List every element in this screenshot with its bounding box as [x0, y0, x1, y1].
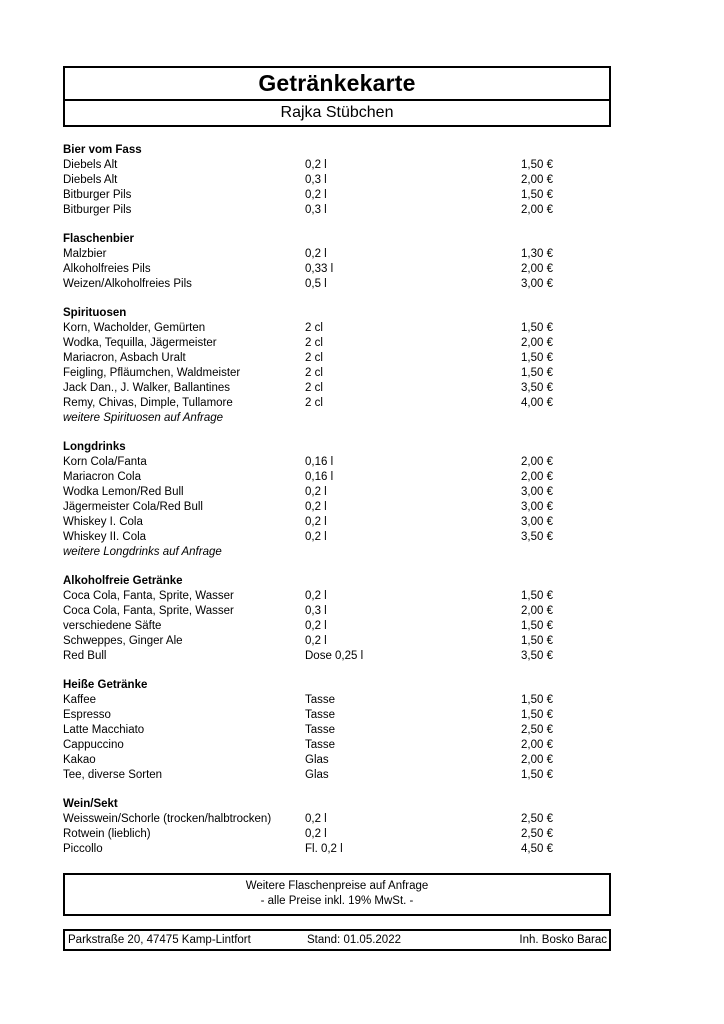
item-size: 0,2 l	[305, 486, 327, 498]
item-size: 0,16 l	[305, 471, 334, 483]
item-name: Rotwein (lieblich)	[63, 828, 151, 840]
item-price: 2,00 €	[521, 754, 553, 766]
item-size: 2 cl	[305, 382, 323, 394]
footer-address: Parkstraße 20, 47475 Kamp-Lintfort	[68, 934, 251, 946]
menu-item-row	[63, 649, 611, 664]
menu-section	[63, 440, 611, 560]
menu-item-row	[63, 842, 611, 857]
item-name: Bitburger Pils	[63, 189, 132, 201]
item-price: 2,00 €	[521, 605, 553, 617]
menu-item-row	[63, 485, 611, 500]
item-name: Feigling, Pfläumchen, Waldmeister	[63, 367, 241, 379]
item-price: 2,50 €	[521, 724, 553, 736]
menu-item-row	[63, 500, 611, 515]
footer-owner: Inh. Bosko Barac	[519, 934, 607, 946]
menu-item-row	[63, 753, 611, 768]
item-price: 2,00 €	[521, 739, 553, 751]
item-price: 3,00 €	[521, 278, 553, 290]
item-name: Jack Dan., J. Walker, Ballantines	[63, 382, 231, 394]
item-price: 1,50 €	[521, 769, 553, 781]
item-price: 2,00 €	[521, 456, 553, 468]
item-name: Korn, Wacholder, Gemürten	[63, 322, 206, 334]
item-price: 2,00 €	[521, 337, 553, 349]
item-price: 1,30 €	[521, 248, 553, 260]
item-name: Weisswein/Schorle (trocken/halbtrocken)	[63, 813, 272, 825]
item-name: Cappuccino	[63, 739, 124, 751]
item-price: 1,50 €	[521, 159, 553, 171]
item-name: Kakao	[63, 754, 96, 766]
item-size: 0,2 l	[305, 516, 327, 528]
footer-box	[63, 929, 611, 951]
menu-item-row	[63, 188, 611, 203]
item-size: 2 cl	[305, 397, 323, 409]
item-price: 3,50 €	[521, 382, 553, 394]
notice-line-1: Weitere Flaschenpreise auf Anfrage	[245, 880, 429, 892]
item-name: Weizen/Alkoholfreies Pils	[63, 278, 192, 290]
menu-section	[63, 797, 611, 857]
item-price: 3,00 €	[521, 501, 553, 513]
item-size: Glas	[305, 754, 329, 766]
menu-item-row	[63, 738, 611, 753]
menu-item-row	[63, 723, 611, 738]
menu-item-row	[63, 634, 611, 649]
item-price: 2,00 €	[521, 204, 553, 216]
item-price: 1,50 €	[521, 322, 553, 334]
item-price: 3,50 €	[521, 650, 553, 662]
item-size: 0,3 l	[305, 174, 327, 186]
footer-date: Stand: 01.05.2022	[307, 934, 401, 946]
item-size: 0,2 l	[305, 189, 327, 201]
menu-item-row	[63, 604, 611, 619]
item-name: Red Bull	[63, 650, 107, 662]
menu-item-row	[63, 351, 611, 366]
item-size: Tasse	[305, 724, 336, 736]
menu-item-row	[63, 768, 611, 783]
menu-section	[63, 306, 611, 426]
item-size: 0,2 l	[305, 813, 327, 825]
menu-item-row	[63, 158, 611, 173]
section-title: Longdrinks	[63, 441, 126, 453]
item-size: 2 cl	[305, 337, 323, 349]
establishment-name: Rajka Stübchen	[280, 104, 394, 121]
section-note: weitere Spirituosen auf Anfrage	[63, 412, 224, 424]
menu-item-row	[63, 336, 611, 351]
item-name: Schweppes, Ginger Ale	[63, 635, 183, 647]
item-name: Latte Macchiato	[63, 724, 145, 736]
item-size: Dose 0,25 l	[305, 650, 364, 662]
menu-section	[63, 574, 611, 664]
menu-section	[63, 143, 611, 218]
notice-box	[63, 873, 611, 916]
item-size: Glas	[305, 769, 329, 781]
item-size: 0,2 l	[305, 620, 327, 632]
item-size: 0,2 l	[305, 531, 327, 543]
menu-item-row	[63, 321, 611, 336]
item-name: Whiskey I. Cola	[63, 516, 143, 528]
title-box	[63, 66, 611, 101]
item-name: Espresso	[63, 709, 111, 721]
menu-item-row	[63, 366, 611, 381]
menu-item-row	[63, 455, 611, 470]
item-name: Jägermeister Cola/Red Bull	[63, 501, 203, 513]
item-name: Korn Cola/Fanta	[63, 456, 147, 468]
item-price: 3,50 €	[521, 531, 553, 543]
item-size: 2 cl	[305, 322, 323, 334]
menu-item-row	[63, 708, 611, 723]
item-size: 0,2 l	[305, 828, 327, 840]
item-name: Mariacron Cola	[63, 471, 141, 483]
item-price: 1,50 €	[521, 709, 553, 721]
section-title: Spirituosen	[63, 307, 127, 319]
menu-item-row	[63, 262, 611, 277]
item-name: Bitburger Pils	[63, 204, 132, 216]
section-title: Flaschenbier	[63, 233, 134, 245]
item-name: Coca Cola, Fanta, Sprite, Wasser	[63, 590, 234, 602]
item-price: 4,00 €	[521, 397, 553, 409]
menu-item-row	[63, 589, 611, 604]
item-name: Diebels Alt	[63, 159, 118, 171]
item-size: 0,2 l	[305, 590, 327, 602]
item-size: Fl. 0,2 l	[305, 843, 343, 855]
notice-line-2: - alle Preise inkl. 19% MwSt. -	[260, 895, 414, 907]
menu-item-row	[63, 247, 611, 262]
item-price: 1,50 €	[521, 620, 553, 632]
menu-sections	[63, 143, 611, 857]
item-price: 2,00 €	[521, 471, 553, 483]
subtitle-box	[63, 101, 611, 127]
menu-sheet	[63, 66, 611, 951]
menu-item-row	[63, 396, 611, 411]
item-size: 2 cl	[305, 367, 323, 379]
menu-item-row	[63, 530, 611, 545]
page-title: Getränkekarte	[258, 70, 416, 96]
menu-item-row	[63, 173, 611, 188]
menu-item-row	[63, 277, 611, 292]
item-name: verschiedene Säfte	[63, 620, 162, 632]
menu-item-row	[63, 470, 611, 485]
item-size: 0,3 l	[305, 605, 327, 617]
item-name: Wodka Lemon/Red Bull	[63, 486, 184, 498]
item-price: 2,00 €	[521, 263, 553, 275]
item-size: 0,2 l	[305, 248, 327, 260]
menu-item-row	[63, 693, 611, 708]
menu-item-row	[63, 203, 611, 218]
item-name: Alkoholfreies Pils	[63, 263, 151, 275]
section-title: Bier vom Fass	[63, 144, 142, 156]
item-price: 1,50 €	[521, 367, 553, 379]
item-price: 2,50 €	[521, 813, 553, 825]
menu-item-row	[63, 827, 611, 842]
menu-item-row	[63, 515, 611, 530]
item-name: Piccollo	[63, 843, 103, 855]
item-size: 0,2 l	[305, 501, 327, 513]
item-name: Mariacron, Asbach Uralt	[63, 352, 186, 364]
item-name: Diebels Alt	[63, 174, 118, 186]
menu-section	[63, 678, 611, 783]
section-title: Alkoholfreie Getränke	[63, 575, 183, 587]
item-price: 1,50 €	[521, 694, 553, 706]
item-price: 3,00 €	[521, 486, 553, 498]
item-price: 3,00 €	[521, 516, 553, 528]
item-name: Tee, diverse Sorten	[63, 769, 163, 781]
item-size: Tasse	[305, 694, 336, 706]
item-name: Whiskey II. Cola	[63, 531, 147, 543]
item-size: 0,16 l	[305, 456, 334, 468]
menu-item-row	[63, 619, 611, 634]
item-price: 4,50 €	[521, 843, 553, 855]
item-size: 0,3 l	[305, 204, 327, 216]
menu-item-row	[63, 381, 611, 396]
item-size: 0,2 l	[305, 159, 327, 171]
item-size: Tasse	[305, 709, 336, 721]
item-size: 0,33 l	[305, 263, 334, 275]
item-name: Malzbier	[63, 248, 107, 260]
item-name: Coca Cola, Fanta, Sprite, Wasser	[63, 605, 234, 617]
item-size: 2 cl	[305, 352, 323, 364]
section-title: Wein/Sekt	[63, 798, 118, 810]
item-price: 1,50 €	[521, 590, 553, 602]
item-price: 1,50 €	[521, 635, 553, 647]
item-price: 1,50 €	[521, 352, 553, 364]
menu-section	[63, 232, 611, 292]
item-price: 2,00 €	[521, 174, 553, 186]
item-name: Remy, Chivas, Dimple, Tullamore	[63, 397, 233, 409]
item-size: 0,2 l	[305, 635, 327, 647]
section-note: weitere Longdrinks auf Anfrage	[63, 546, 222, 558]
item-name: Kaffee	[63, 694, 97, 706]
item-price: 2,50 €	[521, 828, 553, 840]
item-size: Tasse	[305, 739, 336, 751]
section-title: Heiße Getränke	[63, 679, 148, 691]
item-price: 1,50 €	[521, 189, 553, 201]
item-size: 0,5 l	[305, 278, 327, 290]
item-name: Wodka, Tequilla, Jägermeister	[63, 337, 217, 349]
menu-item-row	[63, 812, 611, 827]
